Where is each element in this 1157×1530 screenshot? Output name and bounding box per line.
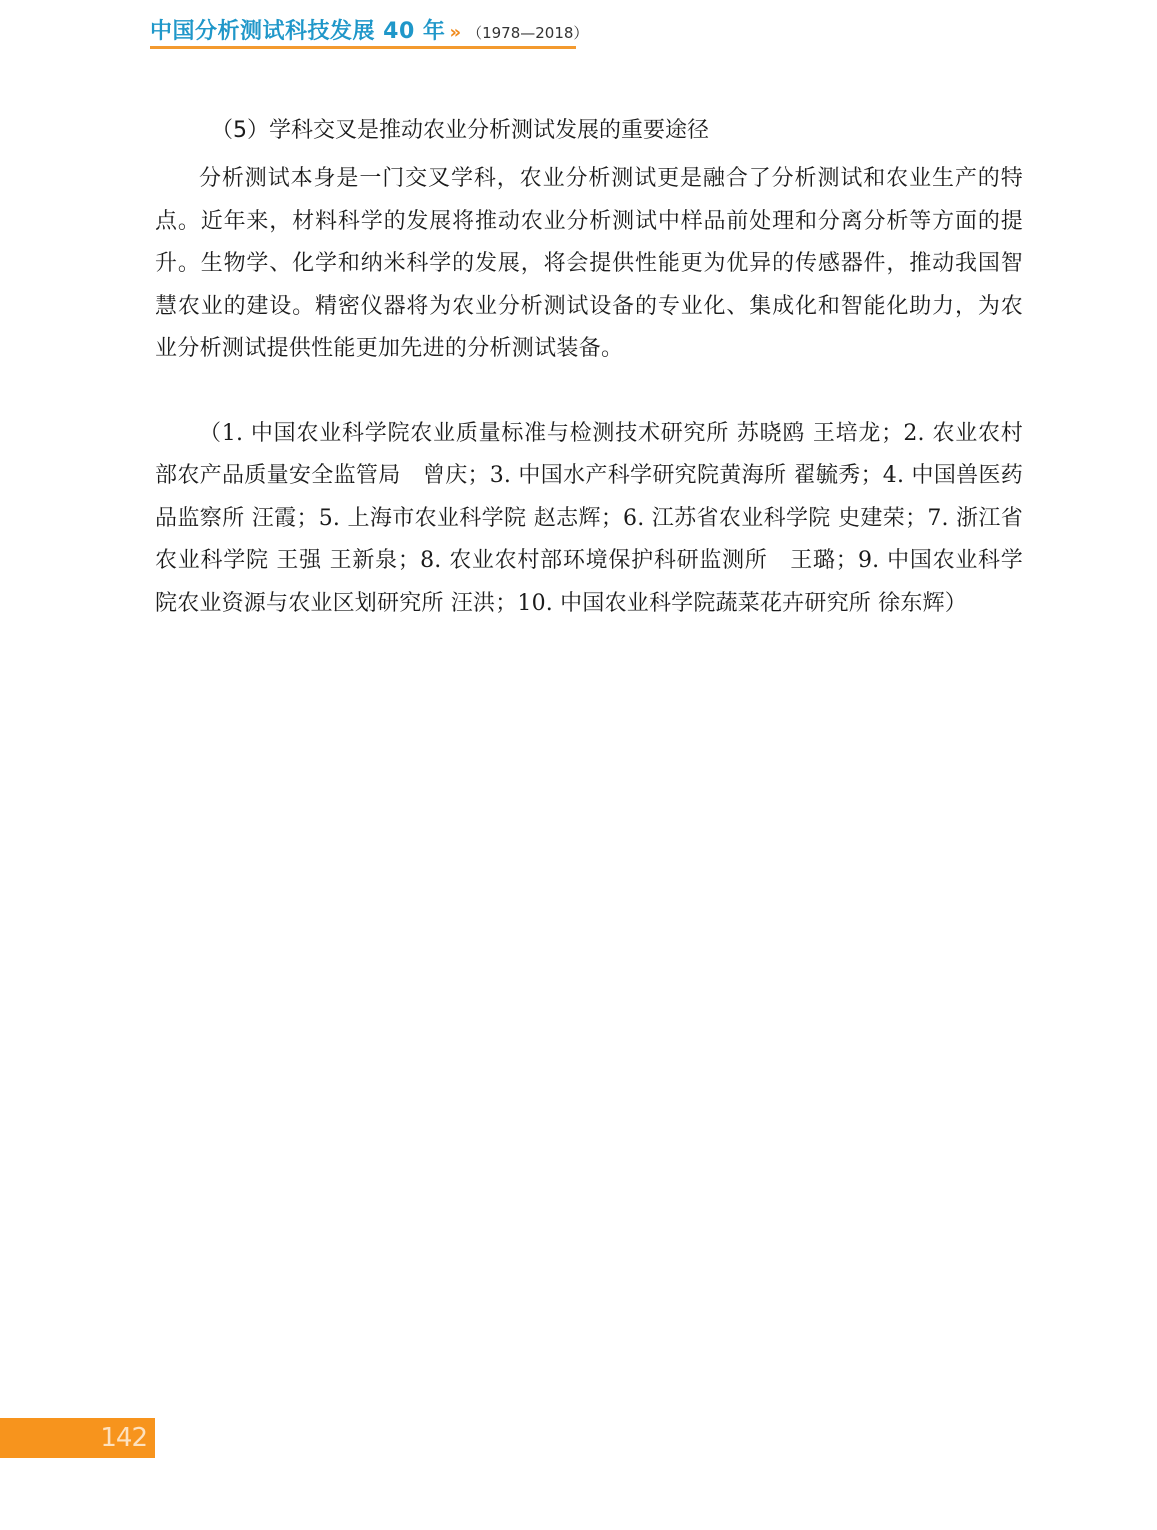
double-chevron-icon: »	[449, 22, 462, 43]
year-range: （1978—2018）	[467, 24, 589, 42]
page-number: 142	[100, 1423, 147, 1453]
header-rule	[150, 46, 576, 49]
section-heading: （5）学科交叉是推动农业分析测试发展的重要途径	[211, 118, 709, 143]
page-body	[155, 110, 1023, 625]
running-header	[150, 14, 588, 50]
page-number-box	[0, 1418, 155, 1458]
body-paragraph: 分析测试本身是一门交叉学科，农业分析测试更是融合了分析测试和农业生产的特点。近年来，材料科学的发展将推动农业分析测试中样品前处理和分离分析等方面的提升。生物学、化学和纳米科学的发展，将会提供性能更为优异的传感器件，推动我国智慧农业的建设。精密仪器将为农业分析测试设备的专业化、集成化和智能化助力，为农业分析测试提供性能更加先进的分析测试装备。	[155, 166, 1023, 361]
book-title: 中国分析测试科技发展 40 年	[150, 19, 446, 44]
author-attribution: （1. 中国农业科学院农业质量标准与检测技术研究所 苏晓鸥 王培龙；2. 农业农村部农产品质量安全监管局 曾庆；3. 中国水产科学研究院黄海所 翟毓秀；4. 中国兽医药品监察所 汪霞；5. 上海市农业科学院 赵志辉；6. 江苏省农业科学院 史建荣；7. 浙江省农业科学院 王强 王新泉；8. 农业农村部环境保护科研监测所 王璐；9. 中国农业科学院农业资源与农业区划研究所 汪洪；10. 中国农业科学院蔬菜花卉研究所 徐东辉）	[155, 420, 1023, 616]
